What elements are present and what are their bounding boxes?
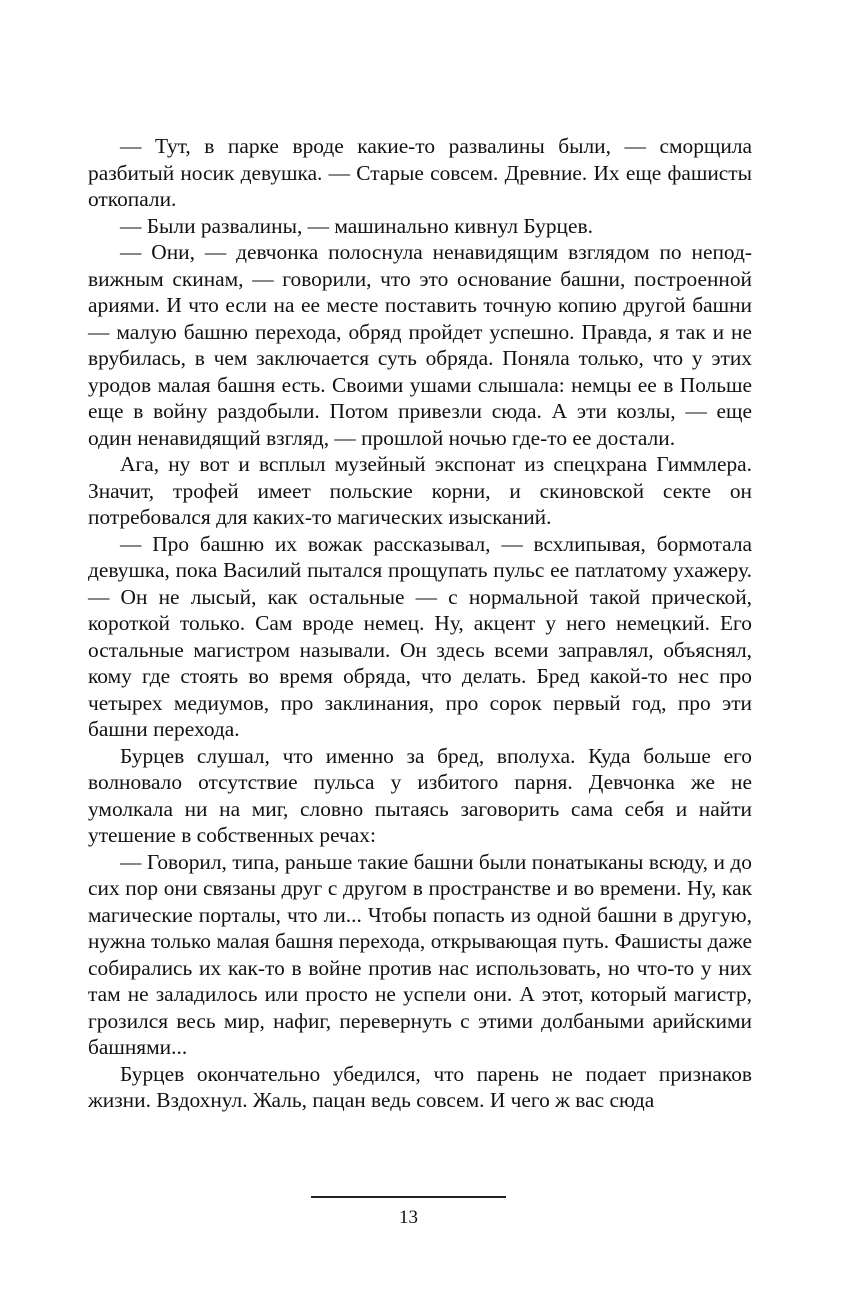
paragraph-1: — Тут, в парке вроде какие-то развалины были, — сморщила разбитый носик девушка. — Старые совсем. Древние. Их еще фашисты откопали. xyxy=(88,134,752,211)
page-number: 13 xyxy=(399,1207,418,1228)
paragraph-7: — Говорил, типа, раньше такие башни были понатыканы всюду, и до сих пор они связаны друг с другом в пространстве и во времени. Ну, как магические порталы, что ли... Чтобы попасть из одной башни в другую, нужна только малая башня перехода, открывающая путь. Фашисты даже собирались их как-то в войне против нас использовать, но что-то у них там не заладилось или просто не успели они. А этот, который магистр, грозился весь мир, нафиг, перевернуть с этими долбаными арийскими башнями... xyxy=(88,849,752,1059)
paragraph-4: Ага, ну вот и всплыл музейный экспонат из спецхрана Гиммлера. Значит, трофей имеет польские корни, и скиновской секте он потребовался для каких-то магических изысканий. xyxy=(88,452,752,529)
paragraph-8: Бурцев окончательно убедился, что парень не подает признаков жизни. Вздохнул. Жаль, пацан ведь совсем. И чего ж вас сюда xyxy=(88,1061,752,1112)
paragraph-2: — Были развалины, — машинально кивнул Бурцев. xyxy=(120,213,593,238)
footer-divider xyxy=(311,1196,506,1198)
paragraph-3: — Они, — девчонка полоснула ненавидящим взглядом по неподвижным скинам, — говорили, что это основание башни, построенной ариями. И что если на ее месте поставить точную копию другой башни — малую башню перехода, обряд пройдет успешно. Правда, я так и не врубилась, в чем заключается суть обряда. Поняла только, что у этих уродов малая башня есть. Своими ушами слышала: немцы ее в Польше еще в войну раздобыли. Потом привезли сюда. А эти козлы, — еще один ненавидящий взгляд, — прошлой ночью где-то ее достали. xyxy=(88,240,752,450)
paragraph-6: Бурцев слушал, что именно за бред, вполуха. Куда больше его волновало отсутствие пульса у избитого парня. Девчонка же не умолкала ни на миг, словно пытаясь заговорить сама себя и найти утешение в собственных речах: xyxy=(88,743,752,847)
body-text xyxy=(88,133,752,1114)
paragraph-5: — Про башню их вожак рассказывал, — всхлипывая, бормотала девушка, пока Василий пытался прощупать пульс ее патлатому ухажеру. — Он не лысый, как остальные — с нормальной такой прической, короткой только. Сам вроде немец. Ну, акцент у него немецкий. Его остальные магистром называли. Он здесь всеми заправлял, объяснял, кому где стоять во время обряда, что делать. Бред какой-то нес про четырех медиумов, про заклинания, про сорок первый год, про эти башни перехода. xyxy=(88,531,752,741)
